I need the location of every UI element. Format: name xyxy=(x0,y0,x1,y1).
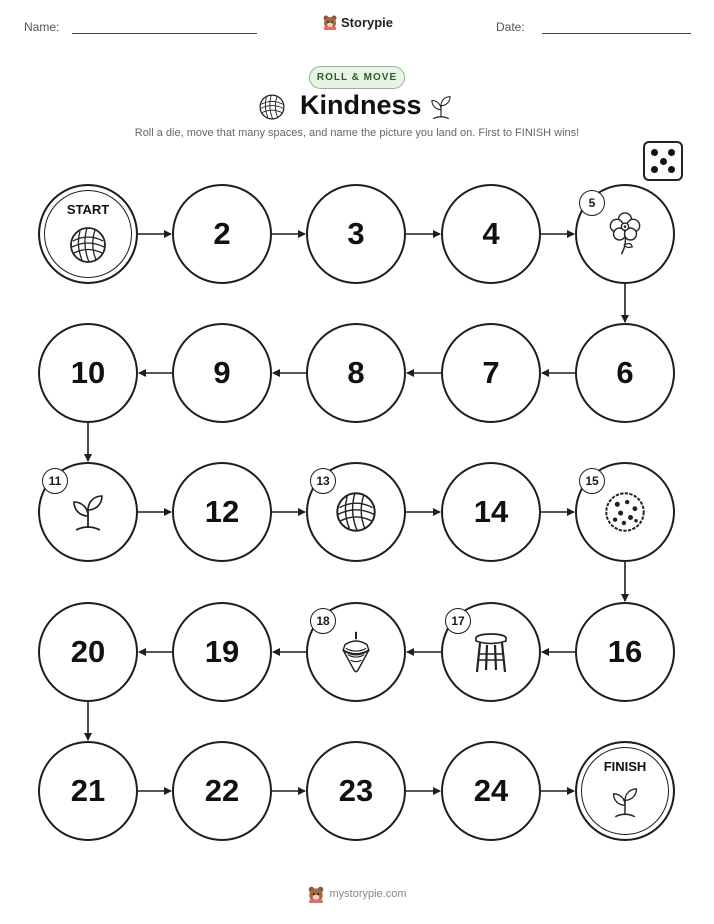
brand-name: Storypie xyxy=(341,14,394,30)
yarn-ball-icon xyxy=(334,490,378,534)
space-number: 3 xyxy=(347,216,365,251)
instructions: Roll a die, move that many spaces, and name the picture you land on. First to FINISH wins! xyxy=(134,127,580,139)
space-number: 12 xyxy=(204,494,240,529)
cookie-icon xyxy=(603,490,647,534)
yarn-ball-icon xyxy=(68,225,108,265)
game-type-badge: ROLL & MOVE xyxy=(309,66,405,89)
board-space[interactable] xyxy=(575,323,675,423)
footer xyxy=(0,885,714,903)
space-number: 24 xyxy=(473,773,509,808)
space-number: 8 xyxy=(347,355,365,390)
space-number: 16 xyxy=(607,634,643,669)
date-label: Date: xyxy=(496,20,525,34)
board-space[interactable] xyxy=(172,741,272,841)
board-space[interactable] xyxy=(441,602,541,702)
start-space[interactable] xyxy=(38,184,138,284)
board-space[interactable] xyxy=(306,741,406,841)
board-space[interactable] xyxy=(306,184,406,284)
name-label: Name: xyxy=(24,20,60,34)
board-space[interactable] xyxy=(306,602,406,702)
space-number: 10 xyxy=(70,355,106,390)
board-space[interactable] xyxy=(38,602,138,702)
spinning-top-icon xyxy=(334,630,378,674)
start-label: START xyxy=(66,202,110,217)
page-title: Kindness xyxy=(300,90,422,120)
space-number: 6 xyxy=(616,355,634,390)
board-space[interactable] xyxy=(441,184,541,284)
board-space[interactable] xyxy=(441,741,541,841)
space-number-badge: 17 xyxy=(445,608,471,634)
space-number-badge: 13 xyxy=(310,468,336,494)
poppy-flower-icon xyxy=(603,212,647,256)
space-number: 2 xyxy=(213,216,231,251)
board-space[interactable] xyxy=(172,602,272,702)
space-number: 14 xyxy=(473,494,509,529)
space-number: 9 xyxy=(213,355,231,390)
board-space[interactable] xyxy=(172,323,272,423)
board-space[interactable] xyxy=(441,323,541,423)
board-space[interactable] xyxy=(306,462,406,562)
finish-space[interactable] xyxy=(575,741,675,841)
board-space[interactable] xyxy=(575,602,675,702)
space-number-badge: 15 xyxy=(579,468,605,494)
sprout-icon xyxy=(66,490,110,534)
space-number: 21 xyxy=(70,773,106,808)
space-number-badge: 11 xyxy=(42,468,68,494)
space-number: 7 xyxy=(482,355,500,390)
space-number: 23 xyxy=(338,773,374,808)
space-number: 19 xyxy=(204,634,240,669)
space-number-badge: 18 xyxy=(310,608,336,634)
finish-label: FINISH xyxy=(603,759,647,774)
space-number: 20 xyxy=(70,634,106,669)
board-space[interactable] xyxy=(38,323,138,423)
bear-mascot-icon xyxy=(307,885,325,903)
board-space[interactable] xyxy=(172,184,272,284)
board-space[interactable] xyxy=(575,184,675,284)
board-space[interactable] xyxy=(441,462,541,562)
board-space[interactable] xyxy=(575,462,675,562)
space-number-badge: 5 xyxy=(579,190,605,216)
board-space[interactable] xyxy=(38,741,138,841)
board-space[interactable] xyxy=(306,323,406,423)
stool-icon xyxy=(469,630,513,674)
space-number: 4 xyxy=(482,216,500,251)
sprout-icon xyxy=(607,784,643,820)
space-number: 22 xyxy=(204,773,240,808)
board-space[interactable] xyxy=(172,462,272,562)
board-space[interactable] xyxy=(38,462,138,562)
footer-site[interactable]: mystorypie.com xyxy=(329,888,407,900)
